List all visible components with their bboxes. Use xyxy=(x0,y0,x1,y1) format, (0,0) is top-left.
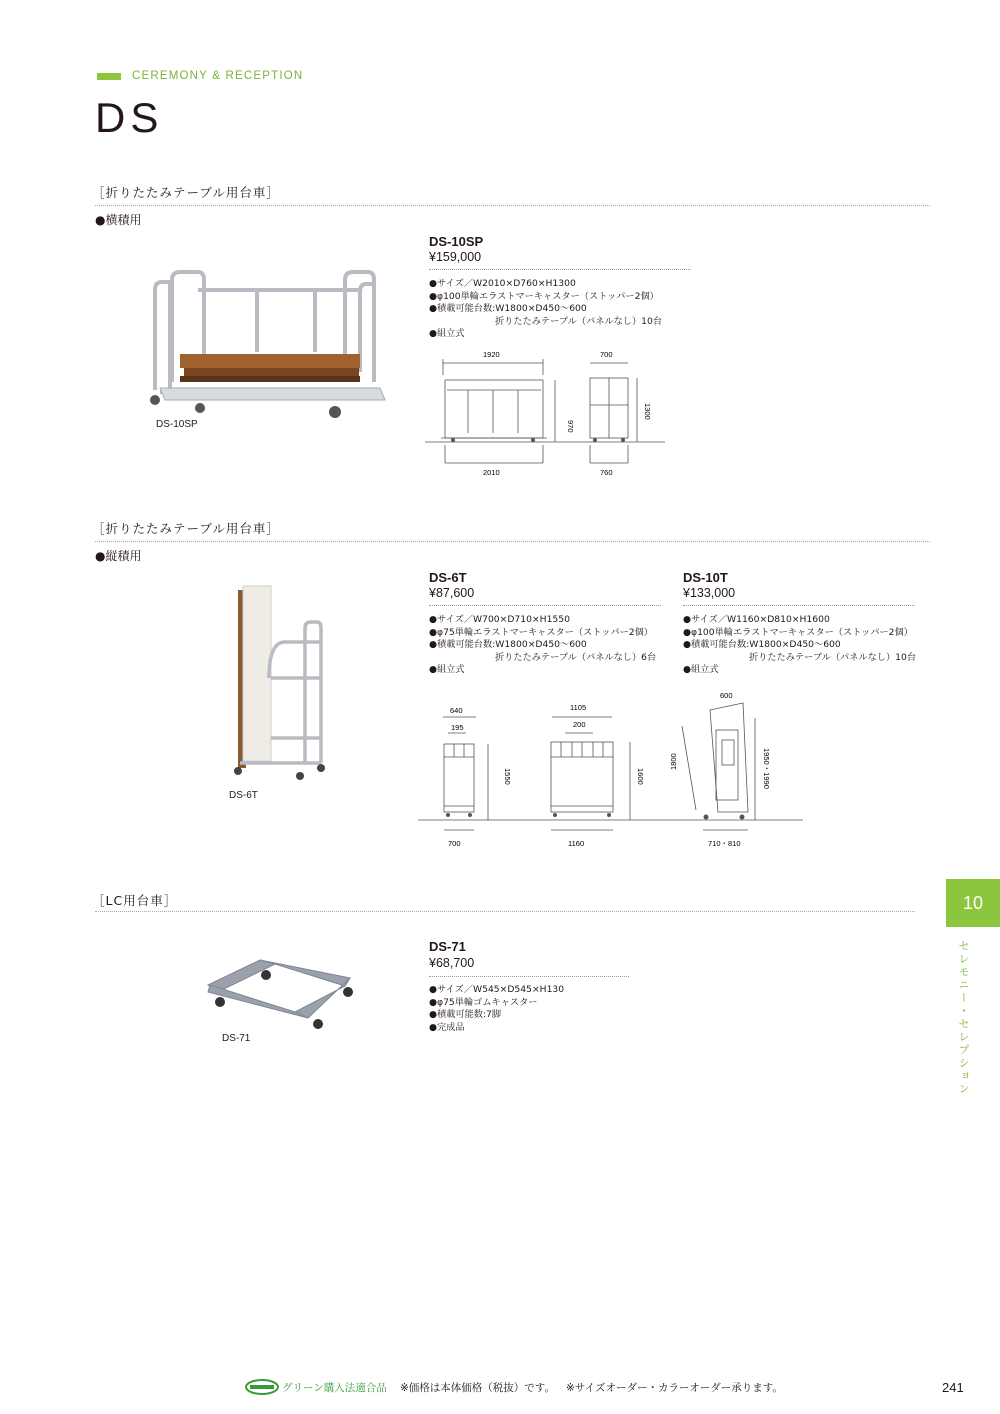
chapter-tab[interactable]: 10 xyxy=(946,879,1000,927)
price-note: ※価格は本体価格（税抜）です。 xyxy=(400,1382,555,1394)
dim-label: 700 xyxy=(600,350,613,359)
category-label: CEREMONY & RECEPTION xyxy=(132,70,304,82)
ds6t-photo xyxy=(225,578,335,783)
section-subtitle-horizontal: ●横積用 xyxy=(95,213,142,227)
page-title: DS xyxy=(95,94,164,141)
product-divider xyxy=(683,605,915,606)
ds10sp-caption: DS-10SP xyxy=(156,419,198,430)
section-title-folding-vertical: ［折りたたみテーブル用台車］ xyxy=(92,521,280,536)
spec-line: ●組立式 xyxy=(429,664,465,675)
dim-label: 1800 xyxy=(669,753,678,770)
dim-label: 195 xyxy=(451,723,464,732)
ds71-photo xyxy=(200,950,365,1035)
dim-label: 760 xyxy=(600,468,613,477)
ds71-price: ¥68,700 xyxy=(429,956,475,970)
dim-label: 700 xyxy=(448,839,461,848)
dim-label: 970 xyxy=(566,420,575,433)
dim-label: 1950・1990 xyxy=(762,748,771,789)
spec-line: ●積載可能台数:W1800×D450～600 xyxy=(683,639,841,650)
dim-label: 710・810 xyxy=(708,839,741,848)
ds10t-model: DS-10T xyxy=(683,570,728,585)
spec-line: 折りたたみテーブル（パネルなし）6台 xyxy=(495,651,657,663)
ds10t-price: ¥133,000 xyxy=(683,586,736,600)
dim-label: 1160 xyxy=(568,839,585,848)
category-marker xyxy=(97,73,121,80)
section-divider xyxy=(95,911,915,912)
green-purchase-label: グリーン購入法適合品 xyxy=(282,1382,387,1394)
product-divider xyxy=(429,269,691,270)
green-purchase-logo-icon xyxy=(245,1379,279,1395)
dim-label: 1105 xyxy=(570,703,587,712)
spec-line: ●積載可能数:7脚 xyxy=(429,1009,502,1020)
spec-line: ●組立式 xyxy=(429,328,465,339)
spec-line: ●φ75単輪ゴムキャスター xyxy=(429,996,538,1008)
dim-label: 640 xyxy=(450,706,463,715)
dim-label: 2010 xyxy=(483,468,500,477)
section-divider xyxy=(95,541,930,542)
dim-label: 600 xyxy=(720,691,733,700)
ds10sp-dimension-drawing xyxy=(425,345,665,480)
ds6t-specs xyxy=(429,614,656,677)
spec-line: ●サイズ／W700×D710×H1550 xyxy=(429,614,570,625)
ds10t-specs xyxy=(683,614,916,677)
ds6t-model: DS-6T xyxy=(429,570,467,585)
vertical-carts-dimension-drawing xyxy=(418,691,803,852)
section-subtitle-vertical: ●縦積用 xyxy=(95,549,142,563)
spec-line: ●サイズ／W2010×D760×H1300 xyxy=(429,278,576,289)
spec-line: ●サイズ／W1160×D810×H1600 xyxy=(683,614,830,625)
ds6t-price: ¥87,600 xyxy=(429,586,475,600)
spec-line: ●組立式 xyxy=(683,664,719,675)
dim-label: 1300 xyxy=(643,403,652,420)
spec-line: 折りたたみテーブル（パネルなし）10台 xyxy=(749,651,917,663)
section-title-lc-cart: ［LC用台車］ xyxy=(92,893,178,908)
dim-label: 200 xyxy=(573,720,586,729)
spec-line: ●φ100単輪エラストマーキャスター（ストッパー2個） xyxy=(683,626,913,638)
spec-line: ●積載可能台数:W1800×D450～600 xyxy=(429,303,587,314)
ds10sp-price: ¥159,000 xyxy=(429,250,482,264)
ds71-model: DS-71 xyxy=(429,939,466,954)
ds10sp-model: DS-10SP xyxy=(429,234,484,249)
ds6t-caption: DS-6T xyxy=(229,790,258,801)
section-title-folding-horizontal: ［折りたたみテーブル用台車］ xyxy=(92,185,280,200)
spec-line: 折りたたみテーブル（パネルなし）10台 xyxy=(495,315,663,327)
ds10sp-photo xyxy=(140,262,390,422)
product-divider xyxy=(429,976,629,977)
spec-line: ●φ100単輪エラストマーキャスター（ストッパー2個） xyxy=(429,290,659,302)
ds71-specs xyxy=(429,984,564,1034)
page-number: 241 xyxy=(942,1380,964,1395)
spec-line: ●φ75単輪エラストマーキャスター（ストッパー2個） xyxy=(429,626,653,638)
dim-label: 1920 xyxy=(483,350,500,359)
ds10sp-specs xyxy=(429,278,662,341)
product-divider xyxy=(429,605,661,606)
spec-line: ●サイズ／W545×D545×H130 xyxy=(429,984,565,995)
chapter-tab-label: セレモニー・セレプション xyxy=(957,940,970,1096)
ds71-caption: DS-71 xyxy=(222,1033,251,1044)
section-divider xyxy=(95,205,930,206)
dim-label: 1600 xyxy=(636,768,645,785)
spec-line: ●完成品 xyxy=(429,1021,465,1033)
order-note: ※サイズオーダー・カラーオーダー承ります。 xyxy=(566,1382,783,1394)
dim-label: 1550 xyxy=(503,768,512,785)
spec-line: ●積載可能台数:W1800×D450～600 xyxy=(429,639,587,650)
